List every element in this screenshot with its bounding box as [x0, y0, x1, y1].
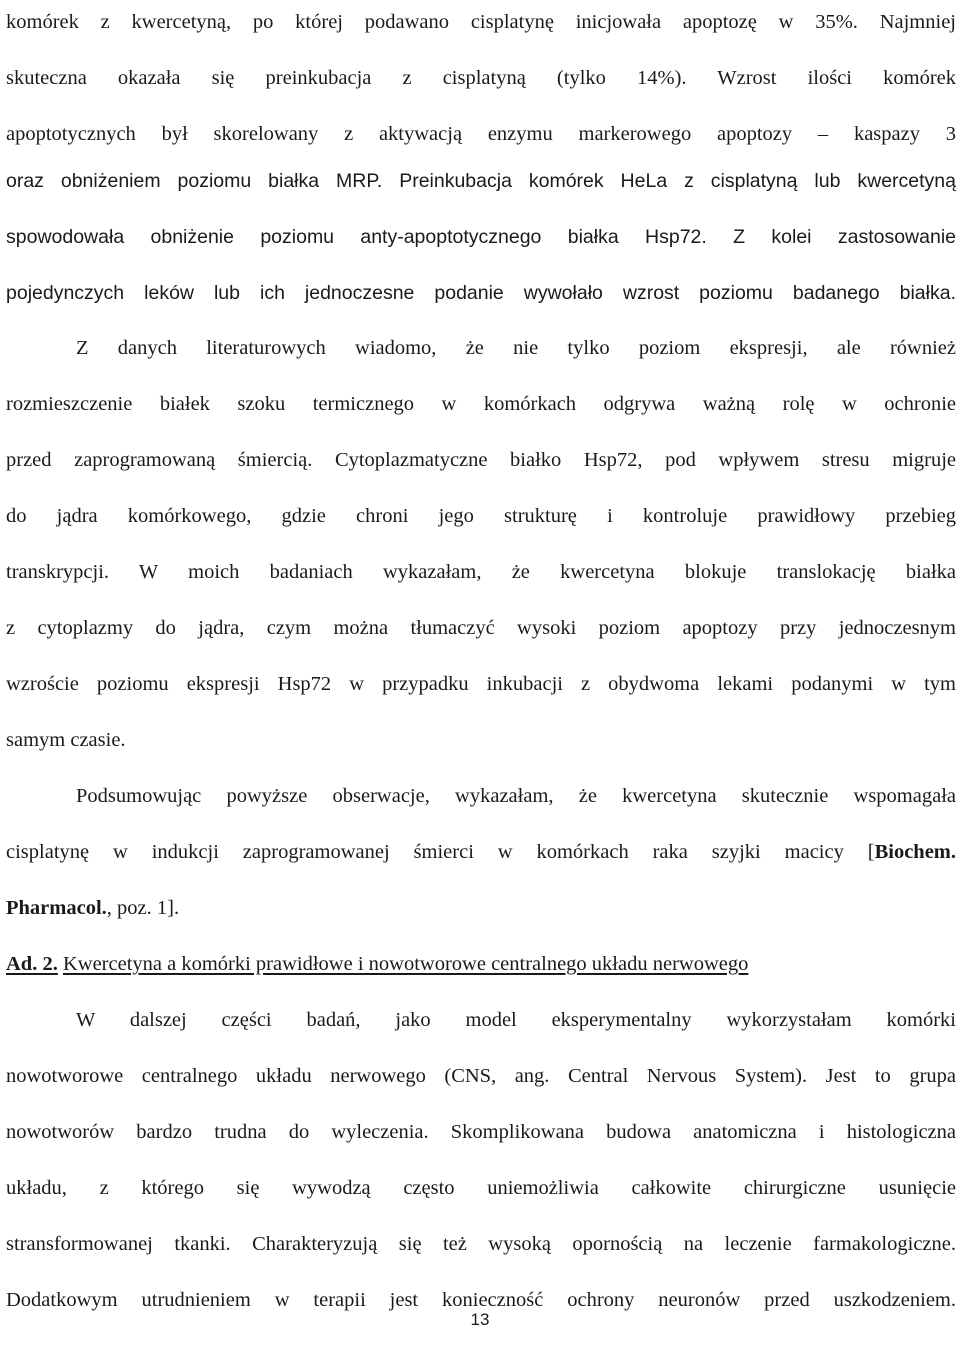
text-line: do jądra komórkowego, gdzie chroni jego strukturę i kontroluje prawidłowy przebieg	[6, 505, 956, 527]
text-line: rozmieszczenie białek szoku termicznego w komórkach odgrywa ważną rolę w ochronie	[6, 393, 956, 415]
journal-name-part: Biochem.	[874, 841, 956, 863]
text-line: skuteczna okazała się preinkubacja z cisplatyną (tylko 14%). Wzrost ilości komórek	[6, 67, 956, 89]
paragraph-first-line: Z danych literaturowych wiadomo, że nie tylko poziom ekspresji, ale również	[76, 337, 956, 359]
citation-line	[6, 838, 956, 866]
text-line: pojedynczych leków lub ich jednoczesne podanie wywołało wzrost poziomu badanego białka.	[6, 282, 956, 304]
journal-name-part: Pharmacol.	[6, 897, 107, 919]
text-line: wzroście poziomu ekspresji Hsp72 w przypadku inkubacji z obydwoma lekami podanymi w tym	[6, 673, 956, 695]
text-line: nowotworowe centralnego układu nerwowego (CNS, ang. Central Nervous System). Jest to grupa	[6, 1065, 956, 1087]
citation-ref: , poz. 1].	[106, 897, 180, 919]
section-heading	[6, 950, 956, 978]
paragraph-first-line: Podsumowując powyższe obserwacje, wykazałam, że kwercetyna skutecznie wspomagała	[76, 785, 956, 807]
text-line: układu, z którego się wywodzą często uniemożliwia całkowite chirurgiczne usunięcie	[6, 1177, 956, 1199]
page-number: 13	[470, 1310, 490, 1329]
text-line: transkrypcji. W moich badaniach wykazałam, że kwercetyna blokuje translokację białka	[6, 561, 956, 583]
text-line: Dodatkowym utrudnieniem w terapii jest konieczność ochrony neuronów przed uszkodzeniem.	[6, 1289, 956, 1311]
text-line: stransformowanej tkanki. Charakteryzują się też wysoką opornością na leczenie farmakologiczne.	[6, 1233, 956, 1255]
text-line: nowotworów bardzo trudna do wyleczenia. Skomplikowana budowa anatomiczna i histologiczna	[6, 1121, 956, 1143]
text-line: przed zaprogramowaną śmiercią. Cytoplazmatyczne białko Hsp72, pod wpływem stresu migruje	[6, 449, 956, 471]
citation-line-end	[6, 894, 956, 922]
text-line: oraz obniżeniem poziomu białka MRP. Preinkubacja komórek HeLa z cisplatyną lub kwercetyną	[6, 170, 956, 192]
section-number: Ad. 2.	[6, 953, 58, 975]
text-line: apoptotycznych był skorelowany z aktywacją enzymu markerowego apoptozy – kaspazy 3	[6, 123, 956, 145]
text-line-last: samym czasie.	[6, 729, 126, 751]
text-line: z cytoplazmy do jądra, czym można tłumaczyć wysoki poziom apoptozy przy jednoczesnym	[6, 617, 956, 639]
text-line: spowodowała obniżenie poziomu anty-apoptotycznego białka Hsp72. Z kolei zastosowanie	[6, 226, 956, 248]
text-line: komórek z kwercetyną, po której podawano cisplatynę inicjowała apoptozę w 35%. Najmniej	[6, 11, 956, 33]
text-segment: cisplatynę w indukcji zaprogramowanej śmierci w komórkach raka szyjki macicy [	[6, 841, 875, 863]
section-title: Kwercetyna a komórki prawidłowe i nowotworowe centralnego układu nerwowego	[62, 953, 749, 975]
paragraph-first-line: W dalszej części badań, jako model eksperymentalny wykorzystałam komórki	[76, 1009, 956, 1031]
